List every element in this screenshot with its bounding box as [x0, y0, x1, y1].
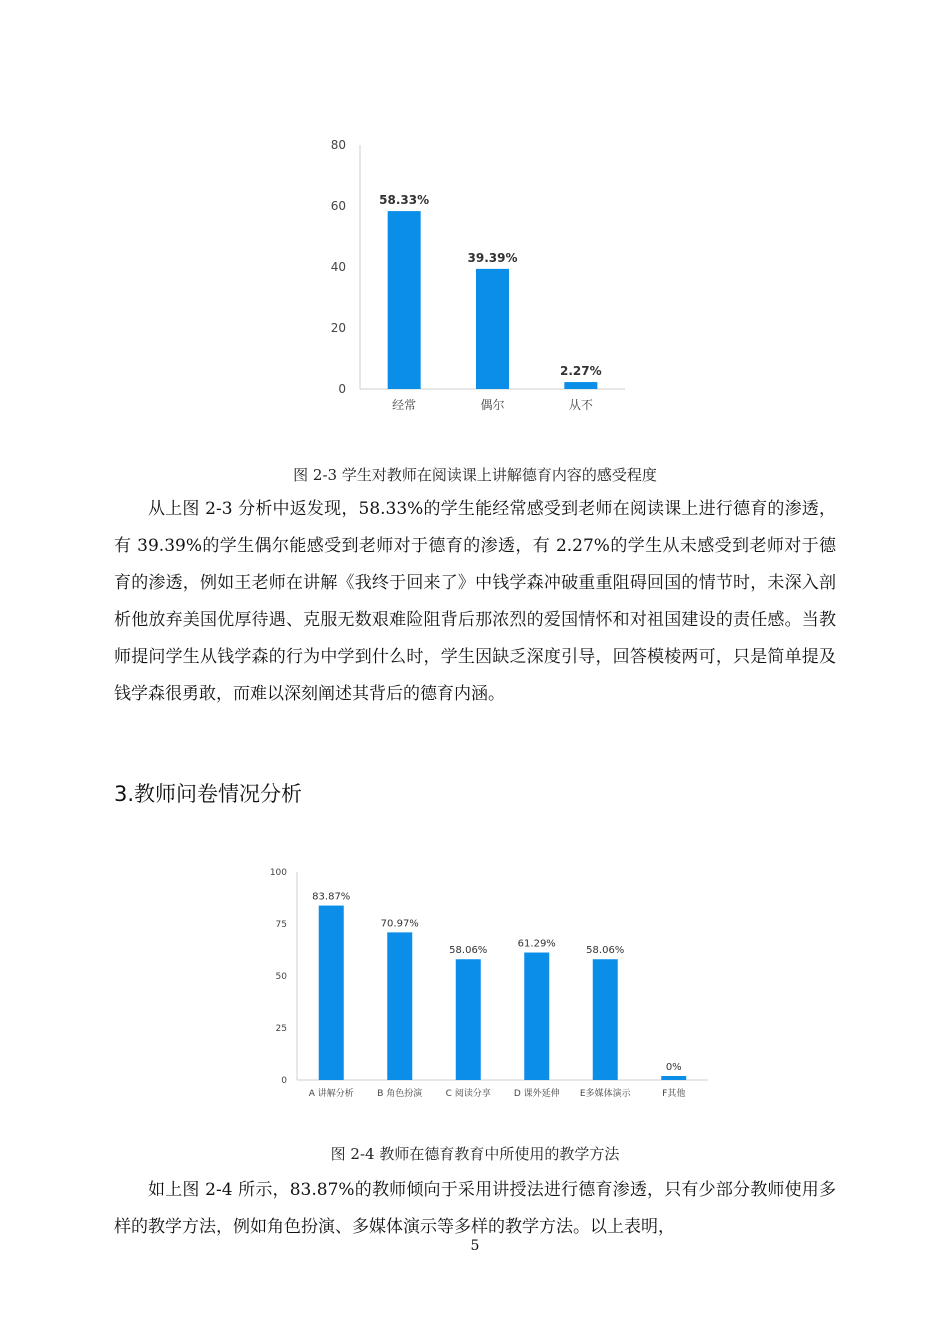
chart2-category-label: A 讲解分析	[308, 1089, 354, 1099]
chart2-bar	[319, 906, 344, 1080]
chart2-data-label: 61.29%	[517, 938, 556, 950]
chart1-category-label: 偶尔	[480, 398, 505, 412]
chart2-y-tick-label: 0	[281, 1076, 287, 1087]
chart1-bar	[564, 382, 597, 389]
chart1-data-label: 2.27%	[560, 364, 602, 379]
chart1-y-tick-label: 60	[330, 199, 346, 214]
chart2-y-tick-label: 50	[275, 972, 287, 983]
chart1-data-label: 39.39%	[467, 250, 518, 265]
chart2-y-tick-label: 25	[275, 1024, 287, 1035]
chart2-data-label: 70.97%	[380, 918, 419, 930]
chart1-bar	[388, 211, 421, 389]
chart-fig-2-4-svg	[255, 860, 725, 1110]
chart-fig-2-3-svg	[300, 125, 640, 425]
chart1-y-tick-label: 40	[330, 260, 346, 275]
paragraph-fig-2-3-analysis: 从上图 2-3 分析中返发现，58.33%的学生能经常感受到老师在阅读课上进行德育的渗透，有 39.39%的学生偶尔能感受到老师对于德育的渗透，有 2.27%的学生从未感受到老师对于德育的渗透，例如王老师在讲解《我终于回来了》中钱学森冲破重重阻碍回国的情节时，未深入剖析他放弃美国优厚待遇、克服无数艰难险阻背后那浓烈的爱国情怀和对祖国建设的责任感。当教师提问学生从钱学森的行为中学到什么时，学生因缺乏深度引导，回答模棱两可，只是简单提及钱学森很勇敢，而难以深刻阐述其背后的德育内涵。	[114, 499, 836, 704]
chart2-bar	[387, 932, 412, 1080]
chart1-data-label: 58.33%	[379, 193, 430, 208]
chart2-bar	[524, 953, 549, 1080]
figure-caption-2-3: 图 2-3 学生对教师在阅读课上讲解德育内容的感受程度	[293, 466, 657, 484]
page-number: 5	[470, 1238, 480, 1254]
chart2-category-label: C 阅读分享	[445, 1089, 491, 1099]
chart2-category-label: D 课外延伸	[513, 1089, 560, 1099]
chart1-category-label: 经常	[392, 398, 417, 412]
chart2-bar	[661, 1076, 686, 1080]
figure-caption-2-4: 图 2-4 教师在德育教育中所使用的教学方法	[330, 1145, 620, 1163]
chart1-y-tick-label: 20	[330, 321, 346, 336]
chart2-y-tick-label: 100	[269, 868, 287, 879]
chart-fig-2-4	[255, 860, 725, 1110]
chart2-bar	[593, 959, 618, 1080]
chart1-bar	[476, 269, 509, 389]
chart2-category-label: E多媒体演示	[579, 1089, 631, 1099]
chart2-data-label: 58.06%	[586, 945, 625, 957]
paragraph-fig-2-4-analysis: 如上图 2-4 所示，83.87%的教师倾向于采用讲授法进行德育渗透，只有少部分教师使用多样的教学方法，例如角色扮演、多媒体演示等多样的教学方法。以上表明，	[114, 1180, 836, 1237]
chart2-bar	[456, 959, 481, 1080]
chart2-data-label: 58.06%	[449, 945, 488, 957]
chart2-category-label: B 角色扮演	[377, 1089, 423, 1099]
chart2-data-label: 0%	[665, 1062, 682, 1073]
chart2-category-label: F其他	[662, 1089, 686, 1099]
chart2-data-label: 83.87%	[312, 891, 351, 903]
chart1-y-tick-label: 80	[330, 138, 346, 153]
section-heading: 3.教师问卷情况分析	[114, 782, 303, 806]
chart1-category-label: 从不	[568, 398, 593, 412]
chart2-y-tick-label: 75	[275, 920, 287, 931]
chart1-y-tick-label: 0	[338, 382, 346, 397]
chart-fig-2-3	[300, 125, 640, 425]
